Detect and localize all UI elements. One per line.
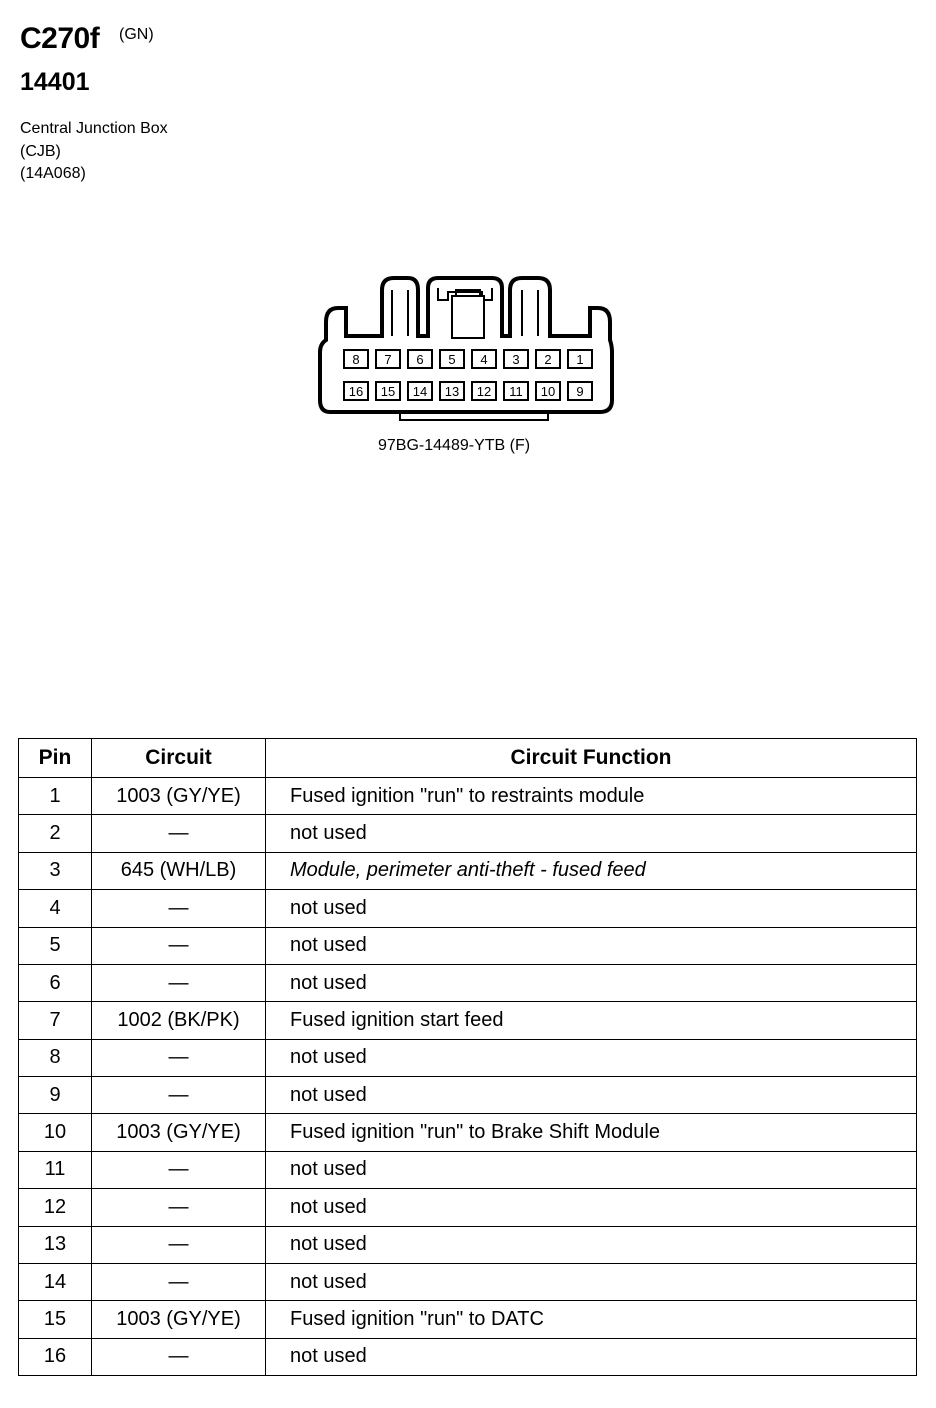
pin-number: 13 bbox=[19, 1226, 92, 1263]
pin-cavity-label: 10 bbox=[540, 384, 556, 399]
connector-color: (GN) bbox=[119, 26, 154, 43]
circuit-number: — bbox=[92, 1189, 266, 1226]
pin-cavity-label: 12 bbox=[476, 384, 492, 399]
table-row bbox=[19, 964, 917, 1001]
pin-number: 12 bbox=[19, 1189, 92, 1226]
circuit-number: 1003 (GY/YE) bbox=[92, 778, 266, 815]
table-row bbox=[19, 852, 917, 889]
header-circuit-function: Circuit Function bbox=[266, 739, 917, 778]
pin-cavity-label: 11 bbox=[509, 384, 523, 399]
circuit-function: not used bbox=[266, 1189, 917, 1226]
component-abbrev: (CJB) bbox=[20, 143, 61, 160]
pin-number: 4 bbox=[19, 890, 92, 927]
pin-cavity-label: 5 bbox=[448, 352, 456, 367]
pin-number: 7 bbox=[19, 1002, 92, 1039]
pin-table bbox=[18, 738, 917, 1376]
table-row bbox=[19, 1039, 917, 1076]
circuit-function: not used bbox=[266, 890, 917, 927]
table-row bbox=[19, 1263, 917, 1300]
pin-number: 16 bbox=[19, 1338, 92, 1375]
circuit-number: — bbox=[92, 1039, 266, 1076]
table-row bbox=[19, 1301, 917, 1338]
connector-id: C270f bbox=[20, 22, 100, 55]
circuit-function: not used bbox=[266, 1338, 917, 1375]
circuit-function: Fused ignition "run" to Brake Shift Module bbox=[266, 1114, 917, 1151]
pin-cavity-label: 4 bbox=[480, 352, 488, 367]
pin-cavity-label: 15 bbox=[380, 384, 396, 399]
table-row bbox=[19, 927, 917, 964]
latch-tab bbox=[452, 296, 484, 338]
connector-number: 14401 bbox=[20, 68, 90, 96]
pin-cavity-label: 6 bbox=[416, 352, 424, 367]
connector-face-diagram bbox=[300, 260, 630, 432]
circuit-function: not used bbox=[266, 815, 917, 852]
header-pin: Pin bbox=[19, 739, 92, 778]
circuit-function: not used bbox=[266, 927, 917, 964]
pin-number: 10 bbox=[19, 1114, 92, 1151]
pin-number: 15 bbox=[19, 1301, 92, 1338]
pin-cavity-label: 8 bbox=[352, 352, 360, 367]
component-name: Central Junction Box bbox=[20, 120, 168, 137]
pin-number: 1 bbox=[19, 778, 92, 815]
circuit-function: Fused ignition "run" to DATC bbox=[266, 1301, 917, 1338]
pin-number: 14 bbox=[19, 1263, 92, 1300]
circuit-number: — bbox=[92, 1263, 266, 1300]
circuit-function: not used bbox=[266, 1226, 917, 1263]
circuit-number: — bbox=[92, 1151, 266, 1188]
circuit-number: 645 (WH/LB) bbox=[92, 852, 266, 889]
pin-cavity-label: 14 bbox=[412, 384, 428, 399]
pin-cavity-label: 13 bbox=[444, 384, 460, 399]
pin-number: 2 bbox=[19, 815, 92, 852]
component-part-code: (14A068) bbox=[20, 165, 86, 182]
pin-cavity-label: 9 bbox=[576, 384, 584, 399]
pin-number: 8 bbox=[19, 1039, 92, 1076]
pin-number: 6 bbox=[19, 964, 92, 1001]
table-row bbox=[19, 1189, 917, 1226]
table-row bbox=[19, 1151, 917, 1188]
circuit-number: — bbox=[92, 1226, 266, 1263]
table-row bbox=[19, 1338, 917, 1375]
circuit-function: not used bbox=[266, 1077, 917, 1114]
circuit-number: 1002 (BK/PK) bbox=[92, 1002, 266, 1039]
table-row bbox=[19, 890, 917, 927]
connector-part-number: 97BG-14489-YTB (F) bbox=[378, 437, 531, 454]
table-row bbox=[19, 1002, 917, 1039]
pin-number: 11 bbox=[19, 1151, 92, 1188]
header-circuit: Circuit bbox=[92, 739, 266, 778]
table-header-row bbox=[19, 739, 917, 778]
circuit-number: — bbox=[92, 927, 266, 964]
circuit-number: — bbox=[92, 890, 266, 927]
circuit-function: not used bbox=[266, 1263, 917, 1300]
circuit-number: 1003 (GY/YE) bbox=[92, 1114, 266, 1151]
circuit-function: Fused ignition "run" to restraints module bbox=[266, 778, 917, 815]
circuit-number: — bbox=[92, 964, 266, 1001]
pin-number: 9 bbox=[19, 1077, 92, 1114]
pin-cavity-label: 7 bbox=[384, 352, 392, 367]
circuit-number: — bbox=[92, 1077, 266, 1114]
table-row bbox=[19, 815, 917, 852]
table-row bbox=[19, 1077, 917, 1114]
circuit-number: — bbox=[92, 1338, 266, 1375]
circuit-function: not used bbox=[266, 964, 917, 1001]
circuit-function: Module, perimeter anti-theft - fused feed bbox=[266, 852, 917, 889]
pin-cavity-label: 2 bbox=[544, 352, 552, 367]
pin-cavity-label: 3 bbox=[512, 352, 520, 367]
table-row bbox=[19, 1114, 917, 1151]
table-row bbox=[19, 1226, 917, 1263]
table-row bbox=[19, 778, 917, 815]
pin-number: 3 bbox=[19, 852, 92, 889]
circuit-number: — bbox=[92, 815, 266, 852]
circuit-function: Fused ignition start feed bbox=[266, 1002, 917, 1039]
circuit-number: 1003 (GY/YE) bbox=[92, 1301, 266, 1338]
pin-number: 5 bbox=[19, 927, 92, 964]
pin-cavity-label: 1 bbox=[576, 352, 584, 367]
circuit-function: not used bbox=[266, 1151, 917, 1188]
pin-cavity-label: 16 bbox=[348, 384, 364, 399]
circuit-function: not used bbox=[266, 1039, 917, 1076]
